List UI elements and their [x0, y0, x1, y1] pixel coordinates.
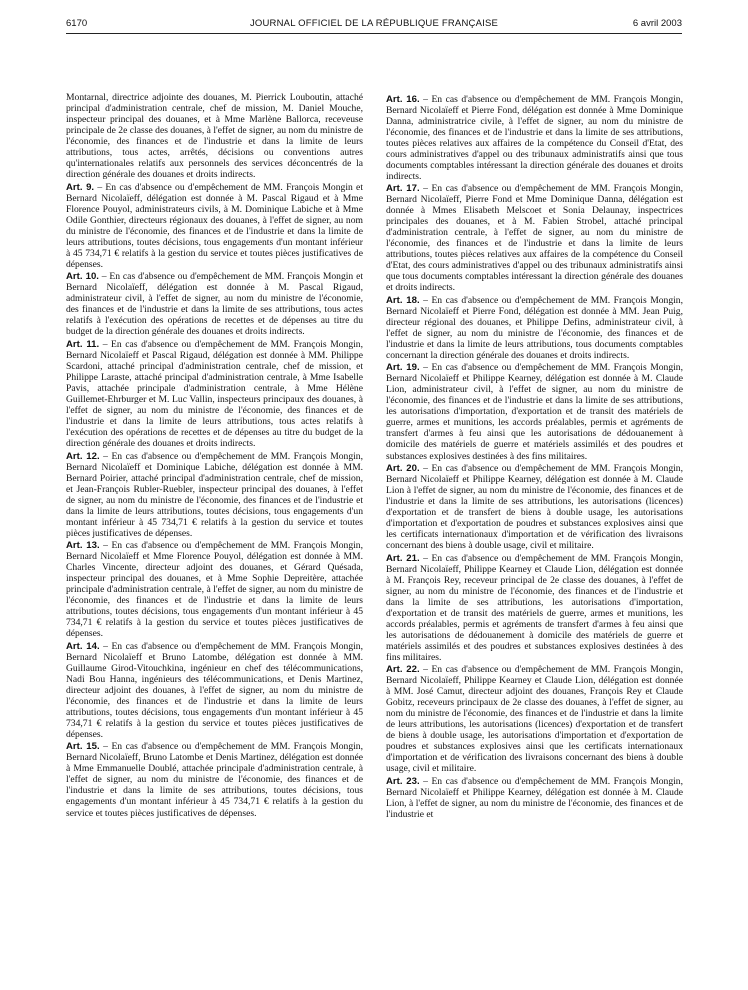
article-label: Art. 18.: [386, 294, 420, 306]
article-text: Montarnal, directrice adjointe des douanes, M. Pierrick Louboutin, attaché principal d'administration centrale, chef de mission, M. Daniel Mouche, inspecteur principal des douanes, et à Mme Marlène Ballorca, receveuse principale de 2e classe des douanes, à l'effet de signer, au nom du ministre de l'économie, des finances et de l'industrie et dans la limite de leurs attributions, tous actes, arrêtés, décisions ou conventions autres qu'internationales relatifs aux personnels des services déconcentrés de la direction générale des douanes et droits indirects.: [66, 92, 363, 181]
article-text: – En cas d'absence ou d'empêchement de MM. François Mongin, Bernard Nicolaïeff et Pierre Fond, délégation est donnée à MM. Jean Puig, directeur régional des douanes, et Philippe Defins, administrateur civil, à l'effet de signer, au nom du ministre de l'économie, des finances et de l'industrie et dans la limite de leurs attributions, tous documents comptables concernant la direction générale des douanes et droits indirects.: [386, 294, 683, 361]
left-column: [66, 92, 363, 819]
article-text: – En cas d'absence ou d'empêchement de MM. François Mongin, Bernard Nicolaïeff et Philippe Kearney, délégation est donnée à M. Claude Lion, administrateur civil, à l'effet de signer, au nom du ministre de l'économie, des finances et de l'industrie et dans la limite de ses attributions, les autorisations d'importation, d'exportation et de transit des matériels de guerre, armes et munitions, les accords préalables, permis et agréments de transfert d'armes à feu ainsi que les autorisations de dédouanement à domicile des matériels de guerre et matériels assimilés et des poudres et substances explosives destinées à des fins militaires.: [386, 362, 683, 462]
article-label: Art. 23.: [386, 775, 420, 787]
article-paragraph: [66, 641, 363, 740]
article-paragraph: [386, 295, 683, 361]
article-label: Art. 9.: [66, 181, 95, 193]
article-paragraph: [386, 463, 683, 551]
article-label: Art. 12.: [66, 450, 100, 462]
article-paragraph: [66, 271, 363, 337]
article-paragraph: [66, 741, 363, 818]
article-text: – En cas d'absence ou d'empêchement de MM. François Mongin et Bernard Nicolaïeff, délégation est donnée à M. Pascal Rigaud, administrateur civil, à l'effet de signer, au nom du ministre de l'économie, des finances et de l'industrie et dans la limite de ses attributions, tous actes relatifs à l'exécution des opérations de recettes et de dépenses au titre du budget de la direction générale des douanes et droits indirects.: [66, 271, 363, 338]
article-label: Art. 20.: [386, 463, 420, 475]
article-paragraph: [386, 553, 683, 663]
article-label: Art. 16.: [386, 93, 420, 105]
article-text: – En cas d'absence ou d'empêchement de MM. François Mongin, Bernard Nicolaïeff, Philippe Kearney et Claude Lion, délégation est donnée à M. François Rey, receveur principal de 2e classe des douanes, à l'effet de signer, au nom du ministre de l'économie, des finances et de l'industrie et dans la limite de ses attributions, les autorisations d'importation, d'exportation et de transit des matériels de guerre, armes et munitions, les accords préalables, permis et agréments de transfert d'armes à feu ainsi que les autorisations de dédouanement à domicile des matériels de guerre et matériels assimilés et des poudres et substances explosives destinées à des fins militaires.: [386, 552, 683, 663]
article-label: Art. 22.: [386, 664, 420, 676]
article-text: – En cas d'absence ou d'empêchement de MM. François Mongin et Bernard Nicolaïeff, délégation est donnée à M. Pascal Rigaud et à Mme Florence Pouyol, administrateurs civils, à M. Dominique Labiche et à Mme Odile Gonthier, directeurs régionaux des douanes, à l'effet de signer, au nom du ministre de l'économie, des finances et de l'industrie et dans la limite de leurs attributions, toutes décisions, tous engagements d'un montant inférieur à 45 734,71 € relatifs à la gestion du service et toutes pièces justificatives de dépenses.: [66, 181, 363, 270]
page-number: 6170: [66, 18, 88, 29]
article-label: Art. 15.: [66, 741, 100, 753]
article-text: – En cas d'absence ou d'empêchement de MM. François Mongin, Bernard Nicolaïeff et Pascal Rigaud, délégation est donnée à MM. Philippe Scardoni, attaché principal d'administration centrale, chef de mission, et Philippe Laraste, attaché principal d'administration centrale, à Mme Isabelle Pavis, attachée principale d'administration centrale, à Mme Hélène Guillemet-Ehrburger et M. Luc Vallin, inspecteurs principaux des douanes, à l'effet de signer, au nom du ministre de l'économie, des finances et de l'industrie et dans la limite de leurs attributions, tous actes relatifs à l'exécution des opérations de recettes et de dépenses au titre du budget de la direction générale des douanes et droits indirects.: [66, 338, 363, 449]
right-column: [386, 92, 683, 820]
article-paragraph: [66, 451, 363, 539]
article-text: – En cas d'absence ou d'empêchement de MM. François Mongin, Bernard Nicolaïeff et Bruno Latombe, délégation est donnée à MM. Guillaume Girod-Vitouchkina, ingénieur en chef des télécommunications, Nadi Bou Hanna, ingénieurs des télécommunications, et Denis Martinez, directeur adjoint des douanes, à l'effet de signer, au nom du ministre de l'économie, des finances et de l'industrie et dans la limite de leurs attributions, toutes décisions, tous engagements d'un montant inférieur à 45 734,71 € relatifs à la gestion du service et toutes pièces justificatives de dépenses.: [66, 640, 363, 740]
article-label: Art. 19.: [386, 362, 420, 374]
article-label: Art. 21.: [386, 552, 420, 564]
article-text: – En cas d'absence ou d'empêchement de MM. François Mongin, Bernard Nicolaïeff et Pierre Fond, délégation est donnée à Mme Dominique Danna, administratrice civile, à l'effet de signer, au nom du ministre de l'économie, des finances et de l'industrie et dans la limite de ses attributions, toutes pièces relatives aux affaires de la compétence du Conseil d'Etat, des cours administratives d'appel ou des tribunaux administratifs ainsi que tous documents comptables intéressant la direction générale des douanes et droits indirects.: [386, 93, 683, 182]
publication-date: 6 avril 2003: [632, 18, 682, 29]
article-label: Art. 13.: [66, 540, 100, 552]
article-label: Art. 14.: [66, 640, 100, 652]
article-paragraph: [386, 94, 683, 182]
article-text: – En cas d'absence ou d'empêchement de MM. François Mongin, Bernard Nicolaïeff et Philippe Kearney, délégation est donnée à M. Claude Lion à l'effet de signer, au nom du ministre de l'économie, des finances et de l'industrie et dans la limite de ses attributions, les autorisations (licences) d'exportation et de transfert de biens à double usage, les autorisations d'importation et d'exportation de poudres et substances explosives ainsi que les certificats internationaux d'importation et de vérification des livraisons concernant des biens à double usage, civil et militaire.: [386, 463, 683, 552]
article-label: Art. 11.: [66, 338, 100, 350]
article-text: – En cas d'absence ou d'empêchement de MM. François Mongin, Bernard Nicolaïeff, Pierre Fond et Mme Dominique Danna, délégation est donnée à Mmes Elisabeth Melscoet et Sonia Delaunay, inspectrices principales des douanes, et à M. Fabien Strobel, attaché principal d'administration centrale, à l'effet de signer, au nom du ministre de l'économie, des finances et de l'industrie et dans la limite de leurs attributions, toutes pièces relatives aux affaires de la compétence du Conseil d'Etat, des cours administratives d'appel ou des tribunaux administratifs ainsi que tous documents comptables intéressant la direction générale des douanes et droits indirects.: [386, 183, 683, 294]
article-paragraph: [66, 182, 363, 270]
article-label: Art. 17.: [386, 183, 420, 195]
article-paragraph: [66, 339, 363, 449]
article-paragraph: [386, 664, 683, 774]
article-text: – En cas d'absence ou d'empêchement de MM. François Mongin, Bernard Nicolaïeff, Philippe Kearney et Claude Lion, délégation est donnée à MM. José Camut, directeur adjoint des douanes, François Rey et Claude Gobitz, receveurs principaux de 2e classe des douanes, à l'effet de signer, au nom du ministre de l'économie, des finances et de l'industrie et dans la limite de leurs attributions, les autorisations (licences) d'exportation et de transfert de biens à double usage, les autorisations d'importation et d'exportation de poudres et substances explosives ainsi que les certificats internationaux d'importation et de vérification des livraisons concernant des biens à double usage, civil et militaire.: [386, 664, 683, 775]
article-paragraph: [386, 776, 683, 820]
article-text: – En cas d'absence ou d'empêchement de MM. François Mongin, Bernard Nicolaïeff et Mme Florence Pouyol, délégation est donnée à MM. Charles Vincente, directeur adjoint des douanes, et Gérard Quésada, inspecteur principal des douanes, et à Mme Sophie Depreitère, attachée principale d'administration centrale, à l'effet de signer, au nom du ministre de l'économie, des finances et de l'industrie et dans la limite de leurs attributions, toutes décisions, tous engagements d'un montant inférieur à 45 734,71 € relatifs à la gestion du service et toutes pièces justificatives de dépenses.: [66, 540, 363, 640]
page-header: [66, 18, 682, 32]
article-paragraph: [386, 362, 683, 461]
article-paragraph: [66, 540, 363, 639]
article-text: – En cas d'absence ou d'empêchement de MM. François Mongin, Bernard Nicolaïeff et Dominique Labiche, délégation est donnée à MM. Bernard Poirier, attaché principal d'administration centrale, chef de mission, et Jean-François Rubler-Ruebler, inspecteur principal des douanes, à l'effet de signer, au nom du ministre de l'économie, des finances et de l'industrie et dans la limite de leurs attributions, toutes décisions, tous engagements d'un montant inférieur à 45 734,71 € relatifs à la gestion du service et toutes pièces justificatives de dépenses.: [66, 450, 363, 539]
article-text: – En cas d'absence ou d'empêchement de MM. François Mongin, Bernard Nicolaïeff, Bruno Latombe et Denis Martinez, délégation est donnée à Mme Emmanuelle Doublé, attachée principale d'administration centrale, à l'effet de signer, au nom du ministre de l'économie, des finances et de l'industrie et dans la limite de ses attributions, toutes décisions, tous engagements d'un montant inférieur à 45 734,71 € relatifs à la gestion du service et toutes pièces justificatives de dépenses.: [66, 741, 363, 819]
header-rule: [66, 33, 682, 34]
article-text: – En cas d'absence ou d'empêchement de MM. François Mongin, Bernard Nicolaïeff et Philippe Kearney, délégation est donnée à M. Claude Lion, à l'effet de signer, au nom du ministre de l'économie, des finances et de l'industrie et: [386, 775, 683, 820]
continuation-paragraph: [66, 92, 363, 180]
article-label: Art. 10.: [66, 271, 99, 283]
article-paragraph: [386, 183, 683, 293]
journal-title: JOURNAL OFFICIEL DE LA RÉPUBLIQUE FRANÇAISE: [249, 18, 499, 29]
